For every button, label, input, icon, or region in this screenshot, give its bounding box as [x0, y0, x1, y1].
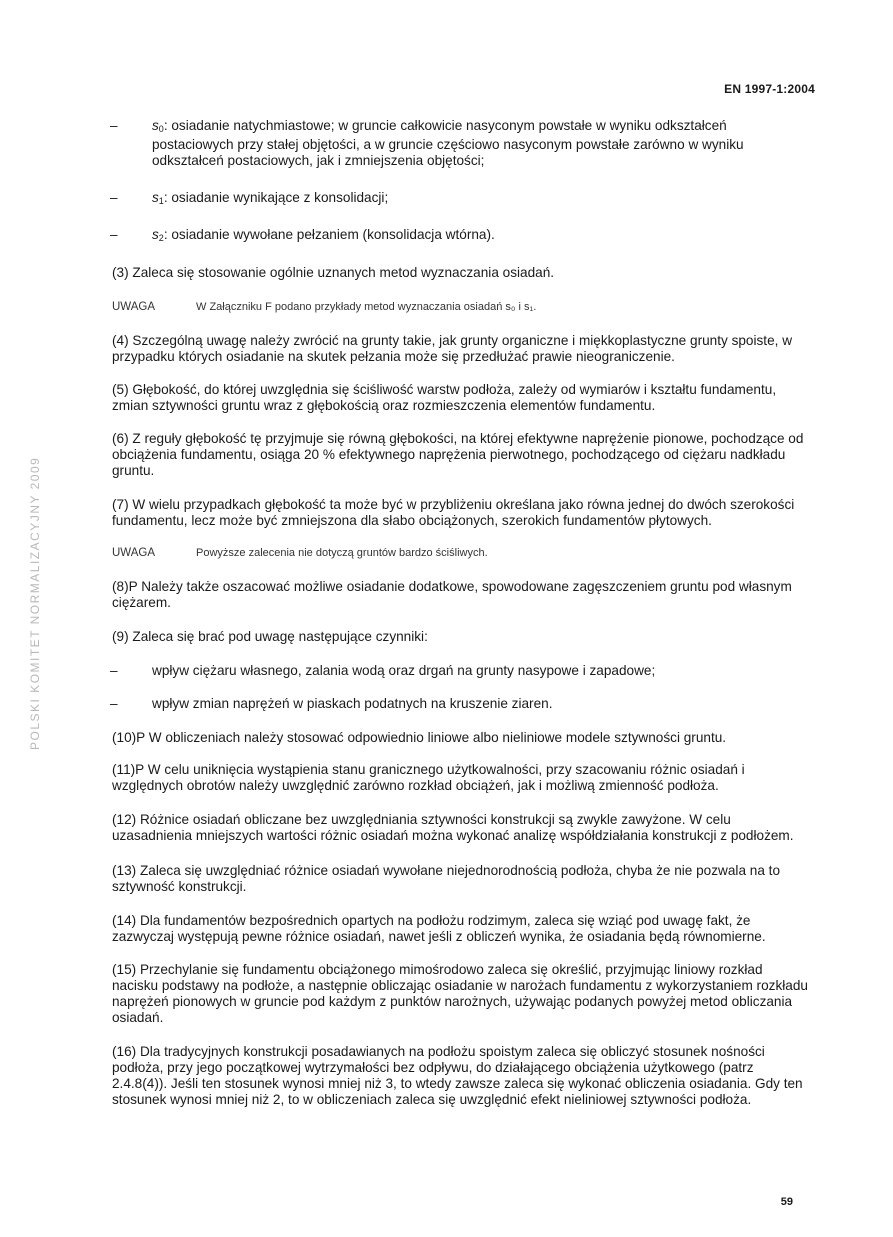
paragraph-15: (15) Przechylanie się fundamentu obciążonego mimośrodowo zaleca się określić, przyjmując liniowy rozkład nacisku podstawy na podłoże, a następnie obliczając osiadanie w narożach fundamentu z wykorzystaniem rozkładu naprężeń pionowych w gruncie pod każdym z punktów narożnych, używając podanych powyżej metod obliczania osiadań. — [112, 962, 808, 1025]
list-item-s2: – $s_2$: osiadanie wywołane pełzaniem (konsolidacja wtórna). — [110, 227, 495, 243]
paragraph-9: (9) Zaleca się brać pod uwagę następujące czynniki: — [112, 629, 428, 644]
list-item-s1: – $s_1$: osiadanie wynikające z konsolidacji; — [110, 190, 389, 206]
paragraph-7: (7) W wielu przypadkach głębokość ta może być w przybliżeniu określana jako równa jednej do dwóch szerokości fundamentu, lecz może być zmniejszona dla słabo obciążonych, szerokich fundamentów płytowych. — [112, 497, 795, 528]
list-item-s0: – $s_0$: osiadanie natychmiastowe; w gruncie całkowicie nasyconym powstałe w wyniku odkształceń postaciowych przy stałej objętości, a w gruncie częściowo nasyconym powstałe zarówno w wyniku odkształceń postaciowych, jak i zmniejszenia objętości; — [110, 118, 744, 168]
standard-code: EN 1997-1:2004 — [724, 82, 815, 96]
paragraph-5: (5) Głębokość, do której uwzględnia się ściśliwość warstw podłoża, zależy od wymiarów i kształtu fundamentu, zmian sztywności gruntu wraz z głębokością oraz rozmieszczenia elementów fundamentu. — [112, 382, 777, 413]
watermark: POLSKI KOMITET NORMALIZACYJNY 2009 — [28, 456, 42, 750]
note-1: UWAGA W Załączniku F podano przykłady metod wyznaczania osiadań s₀ i s₁. — [112, 301, 537, 313]
paragraph-13: (13) Zaleca się uwzględniać różnice osiadań wywołane niejednorodnością podłoża, chyba że nie pozwala na to sztywność konstrukcji. — [112, 863, 781, 894]
document-body — [112, 118, 812, 1108]
page-number: 59 — [780, 1196, 793, 1208]
paragraph-4: (4) Szczególną uwagę należy zwrócić na grunty takie, jak grunty organiczne i miękkoplastyczne grunty spoiste, w przypadku których osiadanie na skutek pełzania może się przedłużać prawie nieograniczenie. — [112, 333, 793, 364]
note-2: UWAGA Powyższe zalecenia nie dotyczą gruntów bardzo ściśliwych. — [112, 547, 488, 559]
paragraph-3: (3) Zaleca się stosowanie ogólnie uznanych metod wyznaczania osiadań. — [112, 265, 555, 280]
paragraph-11p: (11)P W celu uniknięcia wystąpienia stanu granicznego użytkowalności, przy szacowaniu różnic osiadań i względnych obrotów należy uwzględnić zarówno rozkład obciążeń, jak i możliwą zmienność podłoża. — [112, 762, 745, 793]
list-item-factor-1: – wpływ ciężaru własnego, zalania wodą oraz drgań na grunty nasypowe i zapadowe; — [110, 663, 656, 678]
paragraph-12: (12) Różnice osiadań obliczane bez uwzględniania sztywności konstrukcji są zwykle zawyżone. W celu uzasadnienia mniejszych wartości różnic osiadań można wykonać analizę współdziałania konstrukcji z podłożem. — [112, 812, 794, 843]
list-item-factor-2: – wpływ zmian naprężeń w piaskach podatnych na kruszenie ziaren. — [110, 696, 553, 711]
paragraph-8p: (8)P Należy także oszacować możliwe osiadanie dodatkowe, spowodowane zagęszczeniem gruntu pod własnym ciężarem. — [112, 579, 792, 610]
paragraph-16: (16) Dla tradycyjnych konstrukcji posadawianych na podłożu spoistym zaleca się obliczyć stosunek nośności podłoża, przy jego początkowej wytrzymałości bez odpływu, do działającego obciążenia użytkowego (patrz 2.4.8(4)). Jeśli ten stosunek wynosi mniej niż 3, to wtedy zawsze zaleca się wykonać obliczenia osiadania. Gdy ten stosunek wynosi mniej niż 2, to w obliczeniach zaleca się uwzględnić efekt nieliniowej sztywności podłoża. — [112, 1044, 803, 1107]
paragraph-10p: (10)P W obliczeniach należy stosować odpowiednio liniowe albo nieliniowe modele sztywności gruntu. — [112, 730, 727, 745]
paragraph-6: (6) Z reguły głębokość tę przyjmuje się równą głębokości, na której efektywne naprężenie pionowe, pochodzące od obciążenia fundamentu, osiąga 20 % efektywnego naprężenia pierwotnego, pochodzącego od ciężaru nadkładu gruntu. — [112, 431, 804, 478]
paragraph-14: (14) Dla fundamentów bezpośrednich opartych na podłożu rodzimym, zaleca się wziąć pod uwagę fakt, że zazwyczaj występują pewne różnice osiadań, nawet jeśli z obliczeń wynika, że osiadania będą równomierne. — [112, 913, 766, 944]
